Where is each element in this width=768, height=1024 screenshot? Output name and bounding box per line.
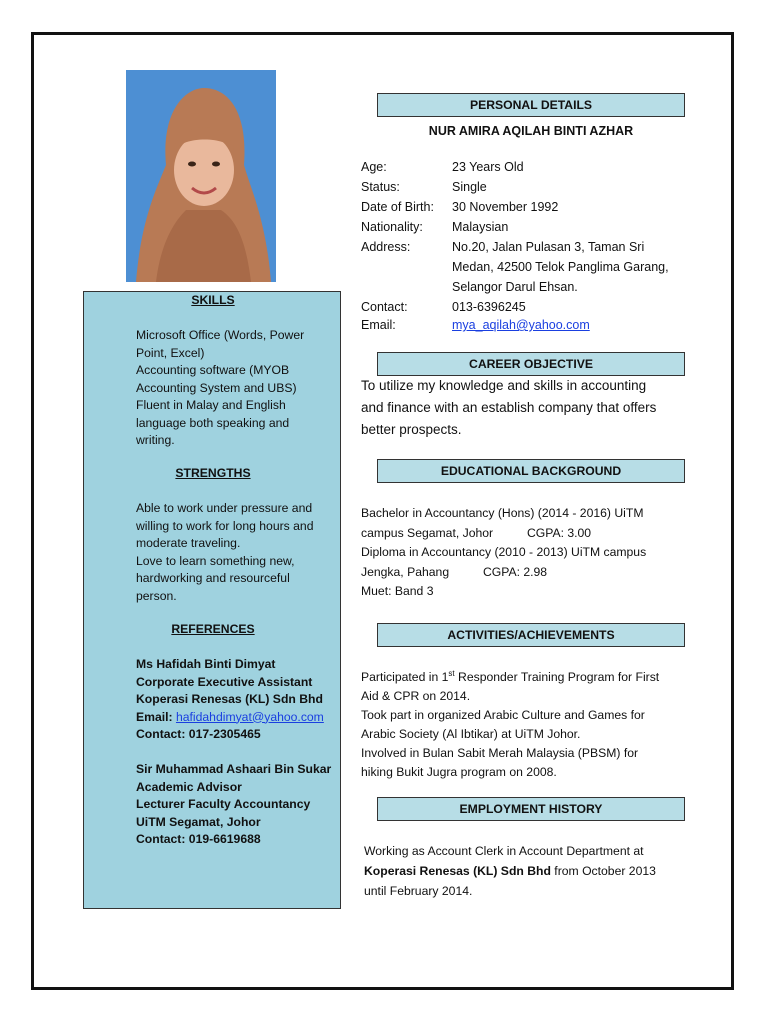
text-line: Diploma in Accountancy (2010 - 2013) UiTM campus — [361, 545, 647, 559]
strengths-heading: STRENGTHS — [175, 466, 251, 480]
dob-value: 30 November 1992 — [452, 200, 559, 214]
reference-contact: Contact: 017-2305465 — [136, 727, 261, 741]
activities-text — [361, 664, 691, 782]
activities-heading: ACTIVITIES/ACHIEVEMENTS — [377, 623, 685, 647]
list-item: Accounting System and UBS) — [136, 380, 297, 395]
reference-org: Koperasi Renesas (KL) Sdn Bhd — [136, 692, 323, 706]
reference-title: Academic Advisor — [136, 779, 242, 794]
reference-2 — [136, 761, 336, 849]
reference-title: Corporate Executive Assistant — [136, 674, 313, 689]
list-item: moderate traveling. — [136, 536, 241, 550]
personal-details-heading: PERSONAL DETAILS — [377, 93, 685, 117]
reference-email-row — [136, 709, 336, 727]
list-item: Fluent in Malay and English — [136, 398, 286, 412]
list-item: Able to work under pressure and — [136, 501, 313, 515]
contact-value: 013-6396245 — [452, 300, 526, 314]
reference-name: Ms Hafidah Binti Dimyat — [136, 657, 276, 671]
address-line-2: Medan, 42500 Telok Panglima Garang, — [452, 260, 669, 274]
address-label: Address: — [361, 240, 411, 254]
strengths-list — [136, 500, 336, 605]
reference-name: Sir Muhammad Ashaari Bin Sukar — [136, 762, 332, 776]
reference-email-label: Email: — [136, 709, 176, 724]
text-line: Arabic Society (Al Ibtikar) at UiTM Johor. — [361, 727, 581, 742]
text-line: and finance with an establish company that offers — [361, 400, 657, 415]
text-line: Bachelor in Accountancy (Hons) (2014 - 2016) UiTM — [361, 506, 644, 520]
text-line: campus Segamat, Johor CGPA: 3.00 — [361, 525, 592, 540]
list-item: Accounting software (MYOB — [136, 363, 290, 377]
superscript: st — [448, 669, 455, 678]
list-item: Microsoft Office (Words, Power — [136, 328, 305, 342]
reference-email-link[interactable]: hafidahdimyat@yahoo.com — [175, 709, 324, 724]
text-fragment: Participated in 1 — [361, 670, 449, 685]
profile-photo — [126, 70, 276, 282]
list-item: person. — [136, 588, 177, 603]
contact-label: Contact: — [361, 300, 408, 314]
text-line: Jengka, Pahang CGPA: 2.98 — [361, 564, 548, 579]
list-item: hardworking and resourceful — [136, 571, 290, 585]
list-item: Love to learn something new, — [136, 553, 295, 568]
reference-org: Lecturer Faculty Accountancy — [136, 797, 311, 811]
reference-place: UiTM Segamat, Johor — [136, 814, 261, 829]
reference-contact: Contact: 019-6619688 — [136, 832, 261, 846]
career-objective-heading: CAREER OBJECTIVE — [377, 352, 685, 376]
career-objective-text — [361, 375, 691, 441]
address-line-3: Selangor Darul Ehsan. — [452, 280, 578, 294]
list-item: willing to work for long hours and — [136, 518, 314, 533]
dob-label: Date of Birth: — [361, 200, 434, 214]
age-label: Age: — [361, 160, 387, 174]
text-line: To utilize my knowledge and skills in accounting — [361, 378, 647, 393]
nationality-value: Malaysian — [452, 220, 509, 234]
list-item: language both speaking and — [136, 415, 290, 430]
full-name: NUR AMIRA AQILAH BINTI AZHAR — [428, 124, 634, 138]
text-line: until February 2014. — [364, 884, 473, 898]
list-item: writing. — [136, 433, 175, 447]
education-text — [361, 504, 691, 602]
reference-1 — [136, 656, 336, 744]
employment-text — [364, 841, 694, 901]
text-line: Working as Account Clerk in Account Department at — [364, 844, 644, 858]
email-label: Email: — [361, 318, 396, 332]
text-fragment: Responder Training Program for First — [454, 670, 660, 685]
text-fragment: from October 2013 — [550, 864, 656, 878]
education-heading: EDUCATIONAL BACKGROUND — [377, 459, 685, 483]
text-line — [364, 861, 694, 881]
status-label: Status: — [361, 180, 400, 194]
text-line: better prospects. — [361, 422, 462, 437]
references-heading: REFERENCES — [171, 622, 255, 636]
text-line: Aid & CPR on 2014. — [361, 689, 471, 704]
age-value: 23 Years Old — [452, 160, 524, 174]
company-name: Koperasi Renesas (KL) Sdn Bhd — [364, 864, 551, 878]
text-line: Involved in Bulan Sabit Merah Malaysia (PBSM) for — [361, 746, 639, 761]
skills-heading: SKILLS — [191, 293, 235, 307]
sidebar-panel — [83, 291, 341, 909]
skills-list — [136, 327, 336, 450]
employment-heading: EMPLOYMENT HISTORY — [377, 797, 685, 821]
address-line-1: No.20, Jalan Pulasan 3, Taman Sri — [452, 240, 645, 254]
list-item: Point, Excel) — [136, 345, 205, 360]
status-value: Single — [452, 180, 487, 194]
nationality-label: Nationality: — [361, 220, 423, 234]
email-link[interactable]: mya_aqilah@yahoo.com — [452, 318, 590, 332]
text-line: Took part in organized Arabic Culture and Games for — [361, 708, 645, 723]
text-line: Muet: Band 3 — [361, 584, 434, 598]
text-line — [361, 664, 691, 687]
text-line: hiking Bukit Jugra program on 2008. — [361, 765, 557, 780]
